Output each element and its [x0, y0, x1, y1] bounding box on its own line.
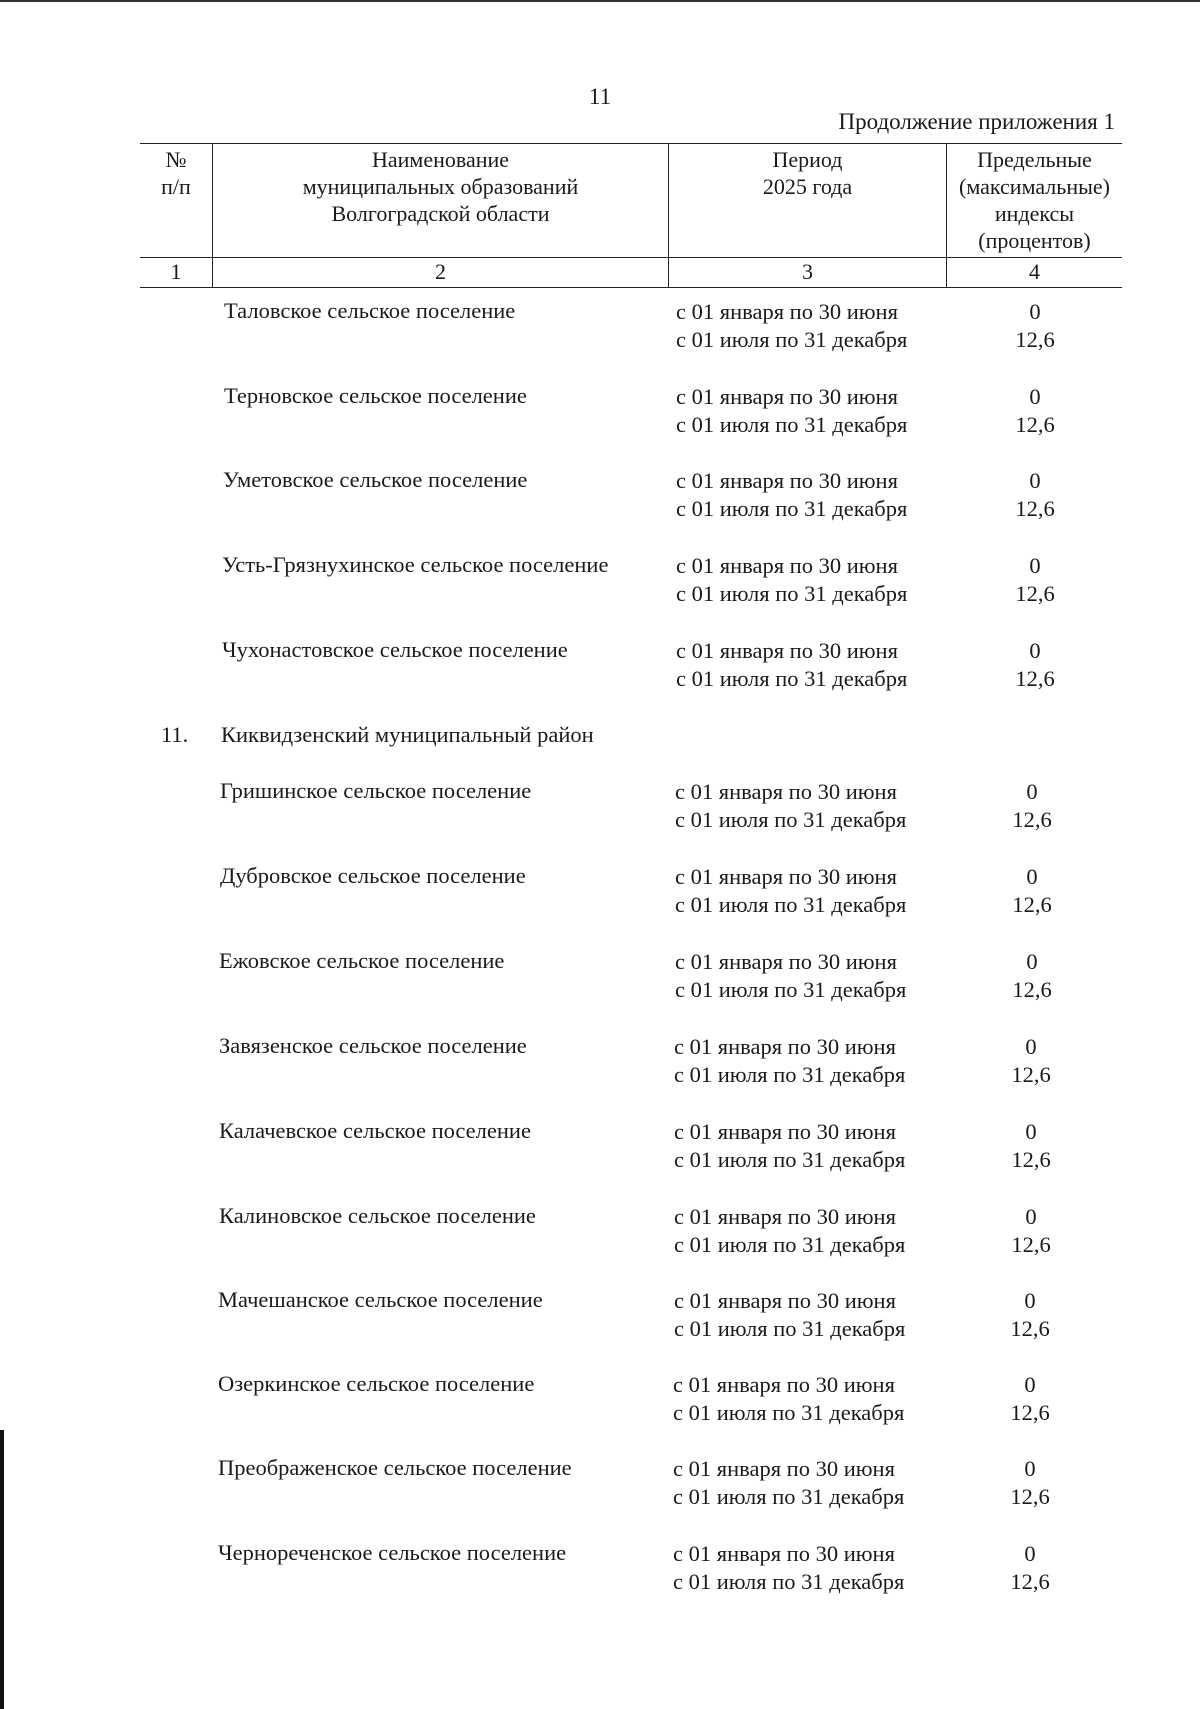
column-number-4: 4: [1029, 259, 1040, 284]
period-first-half: с 01 января по 30 июня: [676, 384, 898, 409]
row-name: Усть-Грязнухинское сельское поселение: [222, 552, 609, 577]
row-period: [675, 948, 906, 1004]
district-name: Киквидзенский муниципальный район: [221, 722, 594, 747]
column-number-2: 2: [435, 259, 446, 284]
row-name: Мачешанское сельское поселение: [218, 1287, 543, 1312]
period-first-half: с 01 января по 30 июня: [673, 1456, 895, 1481]
row-name: Озеркинское сельское поселение: [218, 1371, 535, 1396]
row-name: Таловское сельское поселение: [224, 298, 516, 323]
header-bottom-border: [140, 287, 1122, 288]
row-name: Гришинское сельское поселение: [220, 778, 532, 803]
period-second-half: с 01 июля по 31 декабря: [676, 412, 908, 437]
row-period: [676, 383, 907, 439]
index-first-half: 0: [1025, 1204, 1037, 1229]
index-first-half: 0: [1029, 553, 1041, 578]
period-first-half: с 01 января по 30 июня: [675, 864, 897, 889]
row-index: [986, 1033, 1076, 1089]
index-first-half: 0: [1024, 1541, 1036, 1566]
row-period: [676, 552, 907, 608]
index-second-half: 12,6: [1010, 1569, 1050, 1594]
header-col-name-line: Волгоградской области: [331, 201, 550, 226]
period-second-half: с 01 июля по 31 декабря: [674, 1062, 906, 1087]
row-period: [673, 1455, 904, 1511]
period-first-half: с 01 января по 30 июня: [676, 468, 898, 493]
row-period: [676, 467, 907, 523]
period-second-half: с 01 июля по 31 декабря: [675, 892, 907, 917]
row-name: Ежовское сельское поселение: [219, 948, 505, 973]
row-index: [987, 948, 1077, 1004]
row-period: [676, 637, 907, 693]
header-col-index-line: (процентов): [978, 228, 1091, 253]
period-second-half: с 01 июля по 31 декабря: [673, 1484, 905, 1509]
scan-edge-left: [0, 1430, 4, 1709]
row-name: Дубровское сельское поселение: [220, 863, 526, 888]
header-col-index-line: индексы: [994, 201, 1075, 226]
period-second-half: с 01 июля по 31 декабря: [674, 1147, 906, 1172]
period-second-half: с 01 июля по 31 декабря: [676, 666, 908, 691]
row-index: [987, 863, 1077, 919]
row-period: [674, 1287, 905, 1343]
column-number-1: 1: [170, 259, 182, 284]
index-first-half: 0: [1029, 384, 1041, 409]
header-col-number-line: №: [165, 147, 187, 172]
period-second-half: с 01 июля по 31 декабря: [676, 496, 908, 521]
header-col-period-line: Период: [772, 147, 843, 172]
header-col-index-line: Предельные: [977, 147, 1092, 172]
row-name: Калачевское сельское поселение: [219, 1118, 531, 1143]
header-top-border: [140, 143, 1122, 144]
period-first-half: с 01 января по 30 июня: [676, 299, 898, 324]
header-col-period-line: 2025 года: [762, 174, 853, 199]
row-name: Чухонастовское сельское поселение: [222, 637, 568, 662]
header-col-index: [947, 146, 1122, 254]
index-second-half: 12,6: [1011, 1062, 1051, 1087]
page-number: 11: [588, 84, 612, 109]
row-name: Терновское сельское поселение: [224, 383, 527, 408]
row-name: Чернореченское сельское поселение: [218, 1540, 567, 1565]
row-index: [990, 298, 1080, 354]
index-first-half: 0: [1025, 1034, 1037, 1059]
index-second-half: 12,6: [1010, 1484, 1050, 1509]
row-period: [674, 1033, 905, 1089]
period-second-half: с 01 июля по 31 декабря: [675, 977, 907, 1002]
index-second-half: 12,6: [1010, 1400, 1050, 1425]
period-second-half: с 01 июля по 31 декабря: [675, 807, 907, 832]
index-first-half: 0: [1026, 949, 1038, 974]
index-first-half: 0: [1024, 1288, 1036, 1313]
row-index: [985, 1540, 1075, 1596]
row-name: Завязенское сельское поселение: [219, 1033, 527, 1058]
index-second-half: 12,6: [1015, 412, 1055, 437]
row-index: [986, 1118, 1076, 1174]
header-col-number: [140, 146, 212, 200]
period-second-half: с 01 июля по 31 декабря: [673, 1569, 905, 1594]
header-col-name-line: муниципальных образований: [302, 174, 579, 199]
period-first-half: с 01 января по 30 июня: [676, 638, 898, 663]
period-second-half: с 01 июля по 31 декабря: [676, 327, 908, 352]
row-name: Калиновское сельское поселение: [219, 1203, 536, 1228]
index-first-half: 0: [1029, 299, 1041, 324]
header-col-number-line: п/п: [161, 174, 191, 199]
index-second-half: 12,6: [1010, 1316, 1050, 1341]
period-first-half: с 01 января по 30 июня: [676, 553, 898, 578]
period-first-half: с 01 января по 30 июня: [673, 1541, 895, 1566]
period-first-half: с 01 января по 30 июня: [674, 1204, 896, 1229]
header-col-name: [213, 146, 668, 227]
index-second-half: 12,6: [1012, 977, 1052, 1002]
row-number: 11.: [161, 722, 189, 747]
row-period: [673, 1371, 904, 1427]
row-index: [987, 778, 1077, 834]
index-second-half: 12,6: [1011, 1232, 1051, 1257]
row-index: [985, 1371, 1075, 1427]
index-second-half: 12,6: [1015, 496, 1055, 521]
row-period: [674, 1203, 905, 1259]
continuation-label: Продолжение приложения 1: [838, 109, 1115, 134]
period-first-half: с 01 января по 30 июня: [674, 1288, 896, 1313]
row-index: [986, 1203, 1076, 1259]
row-period: [675, 863, 906, 919]
index-second-half: 12,6: [1015, 581, 1055, 606]
period-first-half: с 01 января по 30 июня: [675, 779, 897, 804]
row-period: [673, 1540, 904, 1596]
column-number-3: 3: [802, 259, 813, 284]
row-index: [990, 637, 1080, 693]
scan-edge-top: [0, 0, 1200, 2]
index-second-half: 12,6: [1012, 807, 1052, 832]
row-period: [676, 298, 907, 354]
period-second-half: с 01 июля по 31 декабря: [674, 1232, 906, 1257]
index-first-half: 0: [1029, 468, 1041, 493]
row-index: [990, 467, 1080, 523]
row-index: [985, 1287, 1075, 1343]
index-first-half: 0: [1026, 779, 1038, 804]
index-first-half: 0: [1026, 864, 1038, 889]
period-first-half: с 01 января по 30 июня: [675, 949, 897, 974]
row-index: [990, 552, 1080, 608]
period-first-half: с 01 января по 30 июня: [674, 1034, 896, 1059]
period-first-half: с 01 января по 30 июня: [673, 1372, 895, 1397]
index-first-half: 0: [1025, 1119, 1037, 1144]
row-name: Уметовское сельское поселение: [223, 467, 528, 492]
row-period: [674, 1118, 905, 1174]
header-col-period: [669, 146, 946, 200]
index-second-half: 12,6: [1015, 666, 1055, 691]
row-index: [985, 1455, 1075, 1511]
period-second-half: с 01 июля по 31 декабря: [674, 1316, 906, 1341]
row-index: [990, 383, 1080, 439]
header-col-name-line: Наименование: [371, 147, 510, 172]
row-period: [675, 778, 906, 834]
period-second-half: с 01 июля по 31 декабря: [673, 1400, 905, 1425]
header-col-index-line: (максимальные): [959, 174, 1110, 199]
index-second-half: 12,6: [1011, 1147, 1051, 1172]
index-second-half: 12,6: [1015, 327, 1055, 352]
index-first-half: 0: [1029, 638, 1041, 663]
period-second-half: с 01 июля по 31 декабря: [676, 581, 908, 606]
period-first-half: с 01 января по 30 июня: [674, 1119, 896, 1144]
header-mid-border: [140, 257, 1122, 258]
index-first-half: 0: [1024, 1456, 1036, 1481]
row-name: Преображенское сельское поселение: [218, 1455, 572, 1480]
index-second-half: 12,6: [1012, 892, 1052, 917]
index-first-half: 0: [1024, 1372, 1036, 1397]
